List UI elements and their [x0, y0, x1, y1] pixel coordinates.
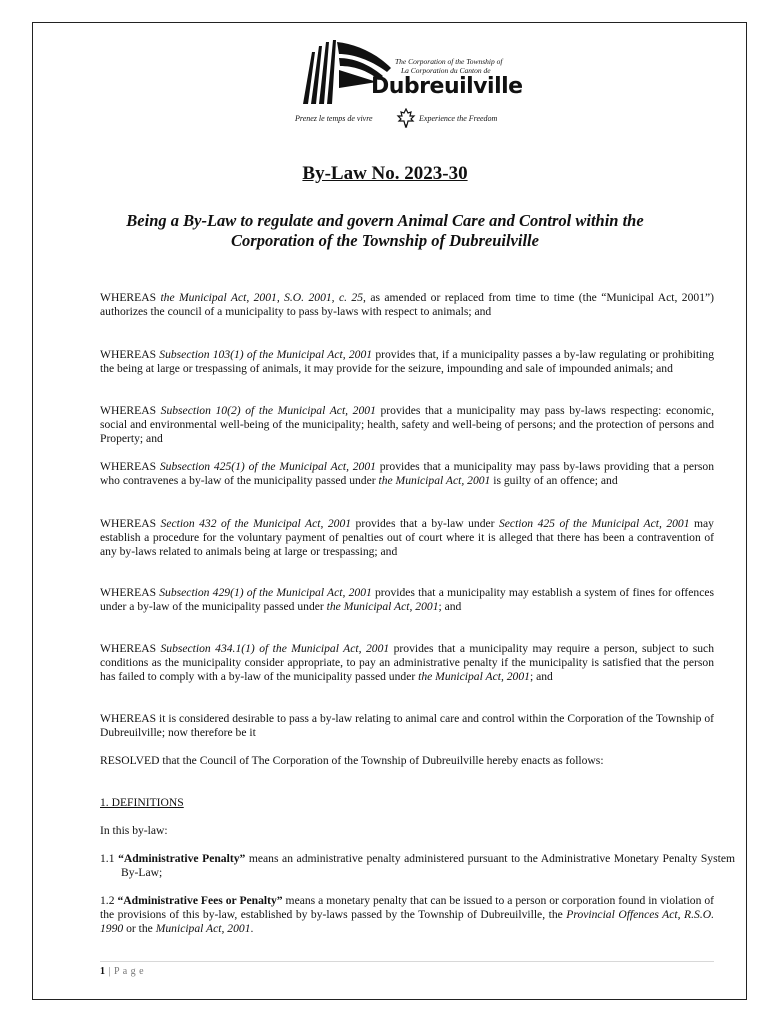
- bylaw-subtitle: Being a By-Law to regulate and govern Animal Care and Control within the Corporation of the Township of Dubreuilville: [126, 211, 644, 250]
- definitions-heading: 1. DEFINITIONS: [100, 796, 184, 809]
- act-reference: the Municipal Act, 2001: [378, 474, 491, 488]
- definition-text: means a monetary penalty that can be issued to a person or corporation found in violation of the provisions of this by-law, established by by-laws passed by the Township of Dubreuilville, the: [100, 894, 714, 922]
- page-label: | P a g e: [105, 966, 145, 977]
- text-run: may establish a procedure for the voluntary payment of penalties out of court where it is alleged that there has been a contravention of any by-laws related to animals being at large or trespassing; and: [100, 517, 714, 559]
- logo-corporation-english: The Corporation of the Township of: [395, 57, 503, 66]
- definitions-intro: In this by-law:: [100, 824, 168, 837]
- whereas-paragraph-6: [100, 586, 714, 614]
- text-run: provides that a municipality may pass by-laws respecting: economic, social and environmental well-being of the municipality; health, safety and well-being of persons; and the protection of persons and Property; and: [100, 404, 714, 446]
- text-run: ; and: [529, 670, 553, 684]
- act-reference: the Municipal Act, 2001: [418, 670, 530, 684]
- bylaw-title: [0, 163, 770, 185]
- act-reference: Subsection 434.1(1) of the Municipal Act, 2001: [160, 642, 390, 655]
- bylaw-title-text: By-Law No. 2023-30: [302, 163, 468, 184]
- act-reference: Section 432 of the Municipal Act, 2001: [160, 517, 352, 530]
- text-run: WHEREAS: [100, 348, 160, 361]
- definition-text: or the: [123, 922, 156, 936]
- definition-number: 1.1: [100, 852, 119, 865]
- act-reference: Provincial Offences Act, R.S.O. 1990: [100, 908, 714, 936]
- maple-leaf-icon: [396, 108, 416, 128]
- act-reference: the Municipal Act, 2001: [326, 600, 439, 614]
- text-run: , as amended or replaced from time to time (the “Municipal Act, 2001”) authorizes the council of a municipality to pass by-laws with respect to animals; and: [100, 291, 714, 319]
- text-run: WHEREAS: [100, 586, 160, 599]
- act-reference: Subsection 425(1) of the Municipal Act, 2001: [159, 460, 376, 473]
- dubreuilville-logo: [295, 38, 525, 130]
- act-reference: Section 425 of the Municipal Act, 2001: [498, 517, 690, 530]
- text-run: provides that a municipality may pass by-laws providing that a person who contravenes a by-law of the municipality passed under: [100, 460, 714, 488]
- act-reference: the Municipal Act, 2001, S.O. 2001, c. 25: [160, 291, 364, 304]
- page-footer: [100, 966, 144, 977]
- text-run: ; and: [438, 600, 462, 614]
- whereas-paragraph-8: WHEREAS it is considered desirable to pass a by-law relating to animal care and control within the Corporation of the Township of Dubreuilville; now therefore be it: [100, 712, 714, 740]
- text-run: provides that a municipality may require a person, subject to such conditions as the municipality consider appropriate, to pay an administrative penalty if the municipality is satisfied that the person has failed to comply with a by-law of the municipality passed under: [100, 642, 715, 684]
- whereas-paragraph-5: [100, 517, 714, 560]
- logo-corporation-french: La Corporation du Canton de: [401, 66, 491, 75]
- definition-text: means an administrative penalty administered pursuant to the Administrative Monetary Penalty System By-Law;: [121, 852, 736, 880]
- act-reference: Subsection 10(2) of the Municipal Act, 2001: [160, 404, 376, 417]
- logo-tagline-english: Experience the Freedom: [419, 114, 498, 123]
- whereas-paragraph-1: [100, 291, 714, 319]
- whereas-paragraph-3: [100, 404, 714, 447]
- logo-tagline-french: Prenez le temps de vivre: [295, 114, 373, 123]
- logo-township-name: Dubreuilville: [371, 74, 523, 99]
- definition-text: .: [250, 922, 254, 936]
- resolved-paragraph: RESOLVED that the Council of The Corporation of the Township of Dubreuilville hereby enacts as follows:: [100, 754, 604, 767]
- text-run: provides that, if a municipality passes a by-law regulating or prohibiting the being at large or trespassing of animals, it may provide for the seizure, impounding and sale of impounded animals; and: [100, 348, 714, 376]
- act-reference: Municipal Act, 2001: [155, 922, 251, 936]
- section-heading: [100, 796, 714, 810]
- text-run: WHEREAS: [100, 460, 160, 473]
- footer-divider: [100, 961, 714, 962]
- definition-term: “Administrative Fees or Penalty”: [117, 894, 283, 907]
- whereas-paragraph-2: [100, 348, 714, 376]
- act-reference: Subsection 429(1) of the Municipal Act, 2001: [159, 586, 372, 599]
- whereas-paragraph-4: [100, 460, 714, 488]
- whereas-paragraph-7: [100, 642, 714, 685]
- text-run: provides that a municipality may establish a system of fines for offences under a by-law of the municipality passed under: [100, 586, 714, 614]
- definition-term: “Administrative Penalty”: [118, 852, 246, 865]
- text-run: WHEREAS: [100, 517, 161, 530]
- page-number: 1: [100, 966, 106, 977]
- text-run: is guilty of an offence; and: [490, 474, 618, 488]
- definition-1-2: [100, 894, 714, 937]
- definition-number: 1.2: [100, 894, 118, 907]
- text-run: WHEREAS: [100, 404, 161, 417]
- definition-1-1: [100, 852, 735, 880]
- text-run: provides that a by-law under: [351, 517, 499, 530]
- act-reference: Subsection 103(1) of the Municipal Act, 2001: [159, 348, 373, 361]
- text-run: WHEREAS: [100, 642, 161, 655]
- text-run: WHEREAS: [100, 291, 161, 304]
